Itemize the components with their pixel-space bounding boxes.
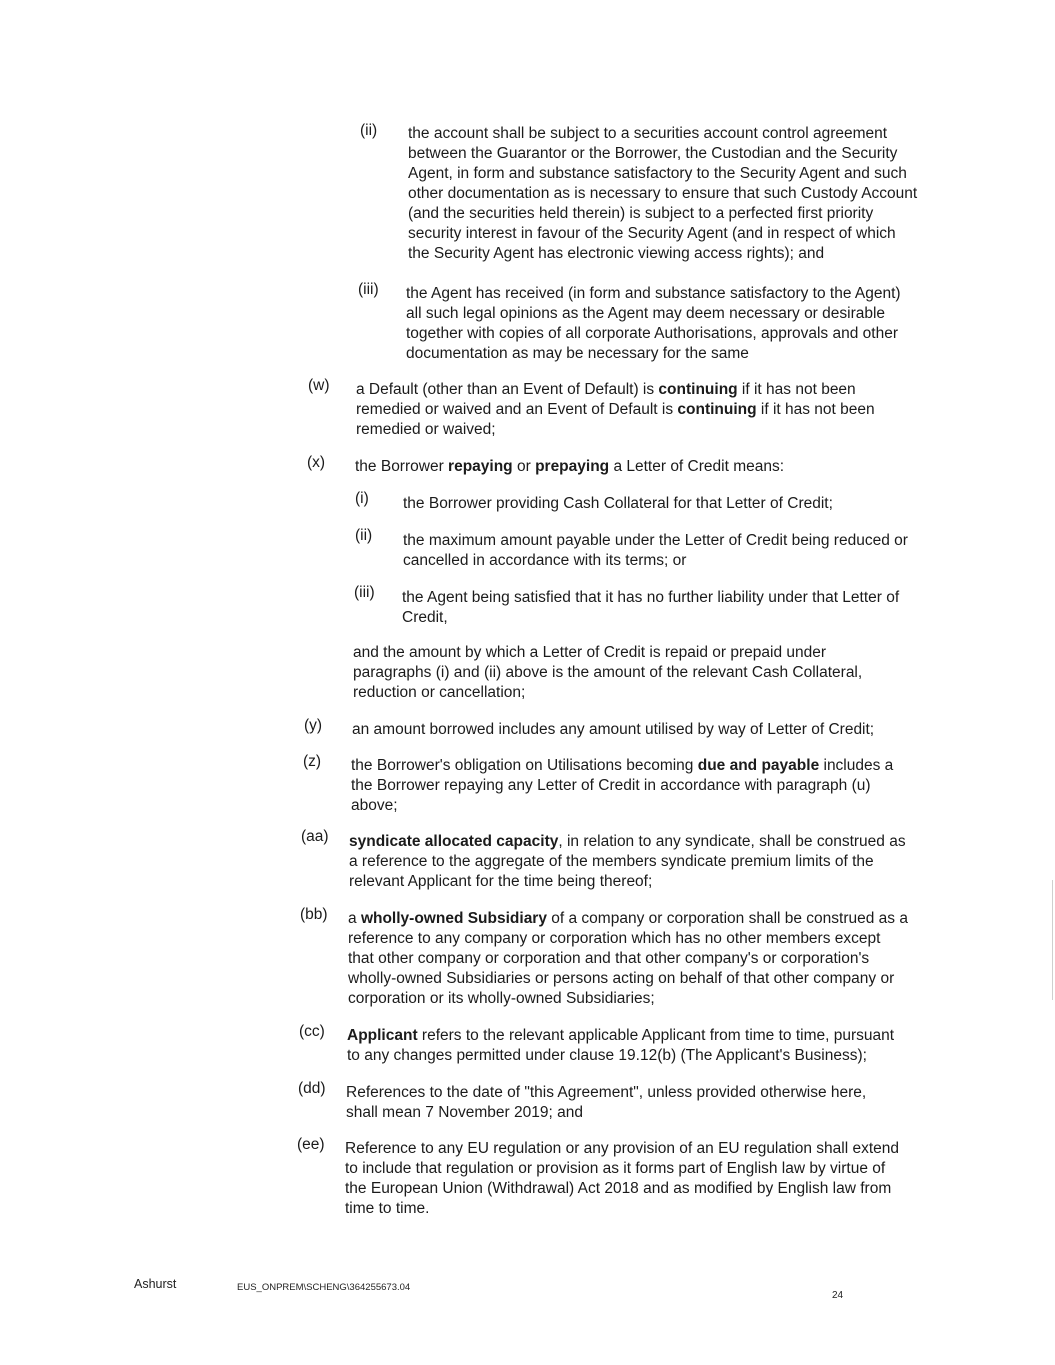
clause-w-label: (w) — [308, 377, 330, 394]
clause-x-ii-text: the maximum amount payable under the Letter of Credit being reduced or cancelled in accordance with its terms; or — [403, 532, 908, 569]
clause-aa-label: (aa) — [301, 828, 329, 845]
scan-edge-line — [1052, 880, 1053, 1000]
clause-cc-label: (cc) — [299, 1023, 325, 1040]
clause-iii-label: (iii) — [358, 281, 379, 298]
clause-z-label: (z) — [303, 753, 322, 770]
clause-cc-text: Applicant refers to the relevant applicable Applicant from time to time, pursuant to any changes permitted under clause 19.12(b) (The Applicant's Business); — [347, 1027, 895, 1064]
clause-bb-text: a wholly-owned Subsidiary of a company or corporation shall be construed as a reference to any company or corporation which has no other members except that other company or corporation and that other company's or corporation's wholly-owned Subsidiaries or persons acting on behalf of that other company or corporation or its wholly-owned Subsidiaries; — [348, 910, 908, 1007]
clause-ii-text: the account shall be subject to a securities account control agreement between the Guarantor or the Borrower, the Custodian and the Security Agent, in form and substance satisfactory to the Security Agent and such other documentation as is necessary to ensure that such Custody Account (and the securities held therein) is subject to a perfected first priority security interest in favour of the Security Agent (and in respect of which the Security Agent has electronic viewing access rights); and — [408, 125, 918, 262]
footer-page-number: 24 — [832, 1290, 844, 1301]
clause-z-text: the Borrower's obligation on Utilisations becoming due and payable includes a the Borrower repaying any Letter of Credit in accordance with paragraph (u) above; — [351, 757, 894, 814]
clause-dd-label: (dd) — [298, 1080, 326, 1097]
clause-x-iii-label: (iii) — [354, 584, 375, 601]
clause-x-text: the Borrower repaying or prepaying a Letter of Credit means: — [355, 458, 785, 475]
clause-x-iii-text: the Agent being satisfied that it has no further liability under that Letter of Credit, — [402, 589, 900, 626]
clause-x-tail: and the amount by which a Letter of Credit is repaid or prepaid under paragraphs (i) and (ii) above is the amount of the relevant Cash Collateral, reduction or cancellation; — [353, 644, 863, 701]
clause-ee-text: Reference to any EU regulation or any provision of an EU regulation shall extend to include that regulation or provision as it forms part of English law by virtue of the European Union (Withdrawal) Act 2018 and as modified by English law from time to time. — [345, 1140, 900, 1217]
clause-y-text: an amount borrowed includes any amount utilised by way of Letter of Credit; — [352, 721, 875, 738]
clause-ii-label: (ii) — [360, 122, 378, 139]
clause-aa-text: syndicate allocated capacity, in relation to any syndicate, shall be construed as a reference to the aggregate of the members syndicate premium limits of the relevant Applicant for the time being thereof; — [349, 833, 906, 890]
clause-ee-label: (ee) — [297, 1136, 325, 1153]
clause-iii-text: the Agent has received (in form and substance satisfactory to the Agent) all such legal opinions as the Agent may deem necessary or desirable together with copies of all corporate Authorisations, approvals and other documentation as may be necessary for the same — [406, 285, 901, 362]
clause-bb-label: (bb) — [300, 906, 328, 923]
clause-x-ii-label: (ii) — [355, 527, 373, 544]
clause-x-i-text: the Borrower providing Cash Collateral for that Letter of Credit; — [403, 495, 833, 512]
clause-dd-text: References to the date of "this Agreement", unless provided otherwise here, shall mean 7 November 2019; and — [346, 1084, 867, 1121]
footer-firm: Ashurst — [134, 1277, 177, 1291]
clause-w-text: a Default (other than an Event of Default) is continuing if it has not been remedied or waived and an Event of Default is continuing if it has not been remedied or waived; — [356, 381, 875, 438]
clause-x-i-label: (i) — [355, 490, 369, 507]
clause-y-label: (y) — [304, 717, 323, 734]
footer-doc-ref: EUS_ONPREM\SCHENG\364255673.04 — [237, 1282, 411, 1293]
clause-x-label: (x) — [307, 454, 326, 471]
